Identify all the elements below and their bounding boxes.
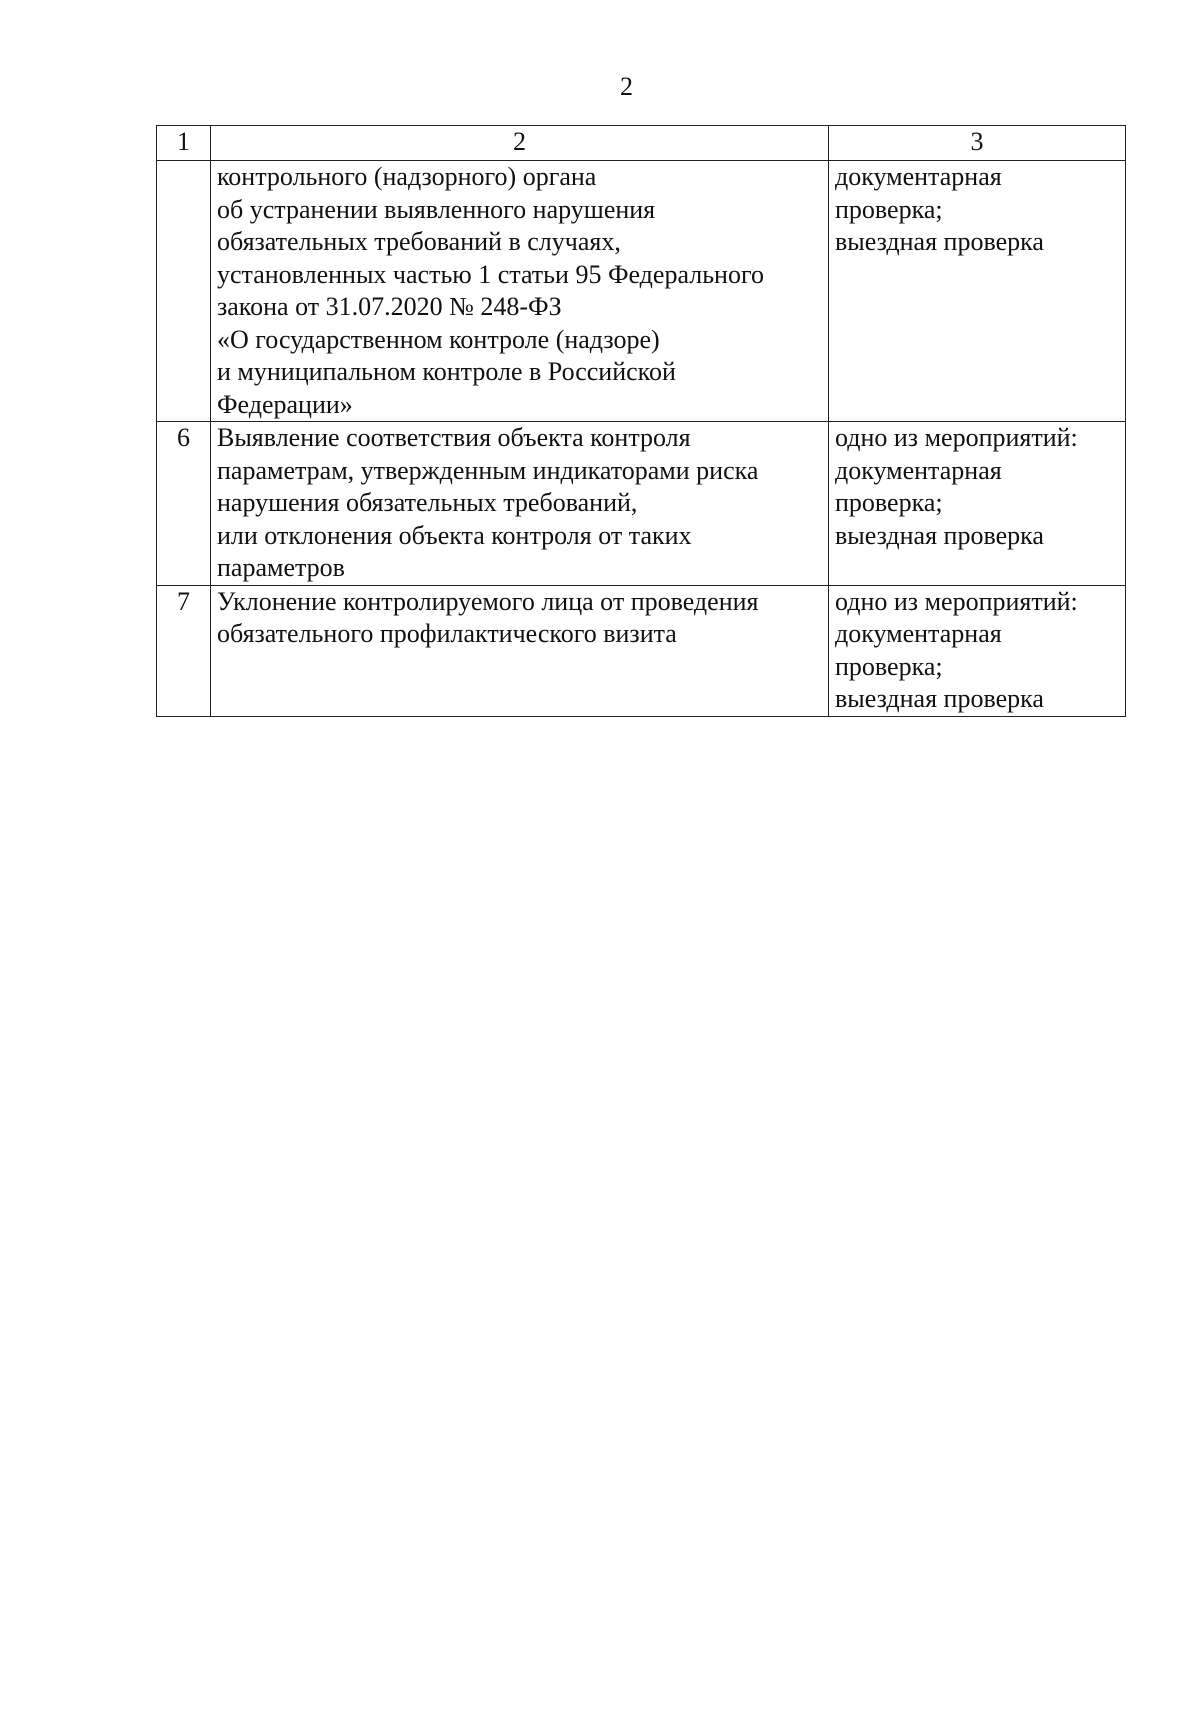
row-description: [211, 585, 829, 716]
header-cell-3: 3: [829, 126, 1126, 161]
header-cell-1: 1: [157, 126, 211, 161]
description-line: закона от 31.07.2020 № 248-ФЗ: [217, 292, 562, 321]
measures-line: выездная проверка: [835, 520, 1044, 550]
measures-line: проверка;: [835, 194, 943, 224]
table-row: [157, 585, 1126, 716]
measures-line: документарная: [835, 455, 1002, 485]
description-line: обязательного профилактического визита: [217, 619, 677, 648]
description-line: контрольного (надзорного) органа: [217, 162, 597, 191]
row-number: 7: [157, 585, 211, 716]
row-number: 6: [157, 422, 211, 586]
measures-table: [156, 125, 1126, 717]
measures-line: проверка;: [835, 651, 943, 681]
row-measures: [829, 161, 1126, 422]
description-line: установленных частью 1 статьи 95 Федерального: [217, 259, 764, 289]
row-measures: [829, 585, 1126, 716]
measures-line: документарная: [835, 619, 1002, 648]
row-description: [211, 422, 829, 586]
row-measures: [829, 422, 1126, 586]
measures-line: выездная проверка: [835, 227, 1044, 256]
measures-line: одно из мероприятий:: [835, 423, 1078, 452]
table-row: [157, 161, 1126, 422]
table-header-row: [157, 126, 1126, 161]
page-number: 2: [620, 72, 633, 101]
description-line: Выявление соответствия объекта контроля: [217, 423, 691, 452]
description-line: нарушения обязательных требований,: [217, 488, 638, 517]
measures-line: одно из мероприятий:: [835, 586, 1078, 616]
header-cell-2: 2: [211, 126, 829, 161]
row-description: [211, 161, 829, 422]
description-line: «О государственном контроле (надзоре): [217, 324, 660, 354]
measures-line: выездная проверка: [835, 684, 1044, 713]
measures-line: проверка;: [835, 488, 943, 517]
description-line: Уклонение контролируемого лица от проведения: [217, 586, 759, 616]
description-line: параметров: [217, 553, 345, 582]
description-line: обязательных требований в случаях,: [217, 227, 621, 256]
description-line: Федерации»: [217, 389, 353, 419]
table-row: [157, 422, 1126, 586]
description-line: об устранении выявленного нарушения: [217, 194, 656, 224]
row-number: [157, 161, 211, 422]
measures-line: документарная: [835, 162, 1002, 191]
description-line: параметрам, утвержденным индикаторами риска: [217, 455, 759, 485]
description-line: и муниципальном контроле в Российской: [217, 357, 676, 386]
description-line: или отклонения объекта контроля от таких: [217, 520, 692, 550]
